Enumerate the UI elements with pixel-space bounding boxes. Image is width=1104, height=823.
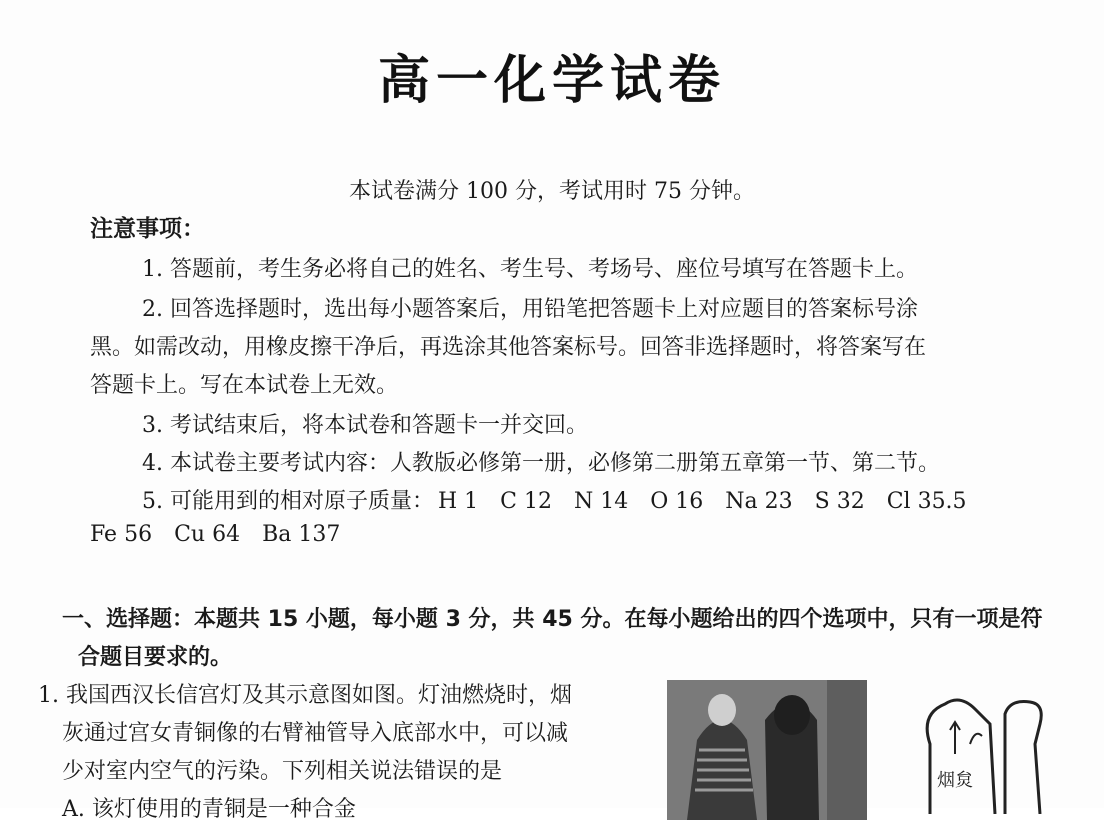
atomic-mass-na: Na 23 bbox=[725, 489, 793, 514]
lamp-schematic-figure bbox=[900, 684, 1070, 814]
atomic-mass-cl: Cl 35.5 bbox=[886, 489, 967, 514]
section-1-heading-line-2: 合题目要求的。 bbox=[78, 645, 233, 670]
atomic-mass-n: N 14 bbox=[574, 489, 629, 514]
notice-item-5-line-1 bbox=[142, 484, 989, 515]
section-1-heading-line-1: 一、选择题：本题共 15 小题，每小题 3 分，共 45 分。在每小题给出的四个选项中，只有一项是符 bbox=[62, 607, 1043, 632]
atomic-mass-prefix: 5. 可能用到的相对原子质量： bbox=[142, 489, 434, 514]
notice-item-2-line-2: 黑。如需改动，用橡皮擦干净后，再选涂其他答案标号。回答非选择题时，将答案写在 bbox=[90, 335, 927, 360]
atomic-mass-cu: Cu 64 bbox=[174, 522, 241, 547]
notice-item-4: 4. 本试卷主要考试内容：人教版必修第一册，必修第二册第五章第一节、第二节。 bbox=[142, 451, 940, 476]
atomic-mass-ba: Ba 137 bbox=[262, 522, 341, 547]
atomic-mass-h: H 1 bbox=[437, 489, 479, 514]
notice-item-1: 1. 答题前，考生务必将自己的姓名、考生号、考场号、座位号填写在答题卡上。 bbox=[142, 257, 918, 282]
question-1-option-a: A. 该灯使用的青铜是一种合金 bbox=[62, 797, 356, 822]
notice-item-5-line-2 bbox=[90, 522, 362, 547]
atomic-mass-c: C 12 bbox=[500, 489, 552, 514]
notice-item-3: 3. 考试结束后，将本试卷和答题卡一并交回。 bbox=[142, 413, 588, 438]
palace-lamp-photo bbox=[667, 680, 867, 820]
atomic-mass-fe: Fe 56 bbox=[90, 522, 153, 547]
page-title: 高一化学试卷 bbox=[377, 51, 726, 111]
soot-label: 烟炱 bbox=[937, 770, 973, 791]
atomic-mass-o: O 16 bbox=[650, 489, 704, 514]
atomic-mass-s: S 32 bbox=[814, 489, 865, 514]
lamp-schematic-diagram bbox=[900, 684, 1070, 814]
exam-info: 本试卷满分 100 分，考试用时 75 分钟。 bbox=[349, 179, 755, 204]
question-1-line-1: 1. 我国西汉长信宫灯及其示意图如图。灯油燃烧时，烟 bbox=[38, 683, 572, 708]
notice-heading: 注意事项： bbox=[90, 216, 205, 242]
question-1-line-2: 灰通过宫女青铜像的右臂袖管导入底部水中，可以减 bbox=[62, 721, 569, 746]
question-1-line-3: 少对室内空气的污染。下列相关说法错误的是 bbox=[62, 759, 503, 784]
palace-lamp-figure bbox=[667, 680, 867, 820]
notice-item-2-line-3: 答题卡上。写在本试卷上无效。 bbox=[90, 373, 399, 398]
notice-item-2-line-1: 2. 回答选择题时，选出每小题答案后，用铅笔把答题卡上对应题目的答案标号涂 bbox=[142, 297, 918, 322]
